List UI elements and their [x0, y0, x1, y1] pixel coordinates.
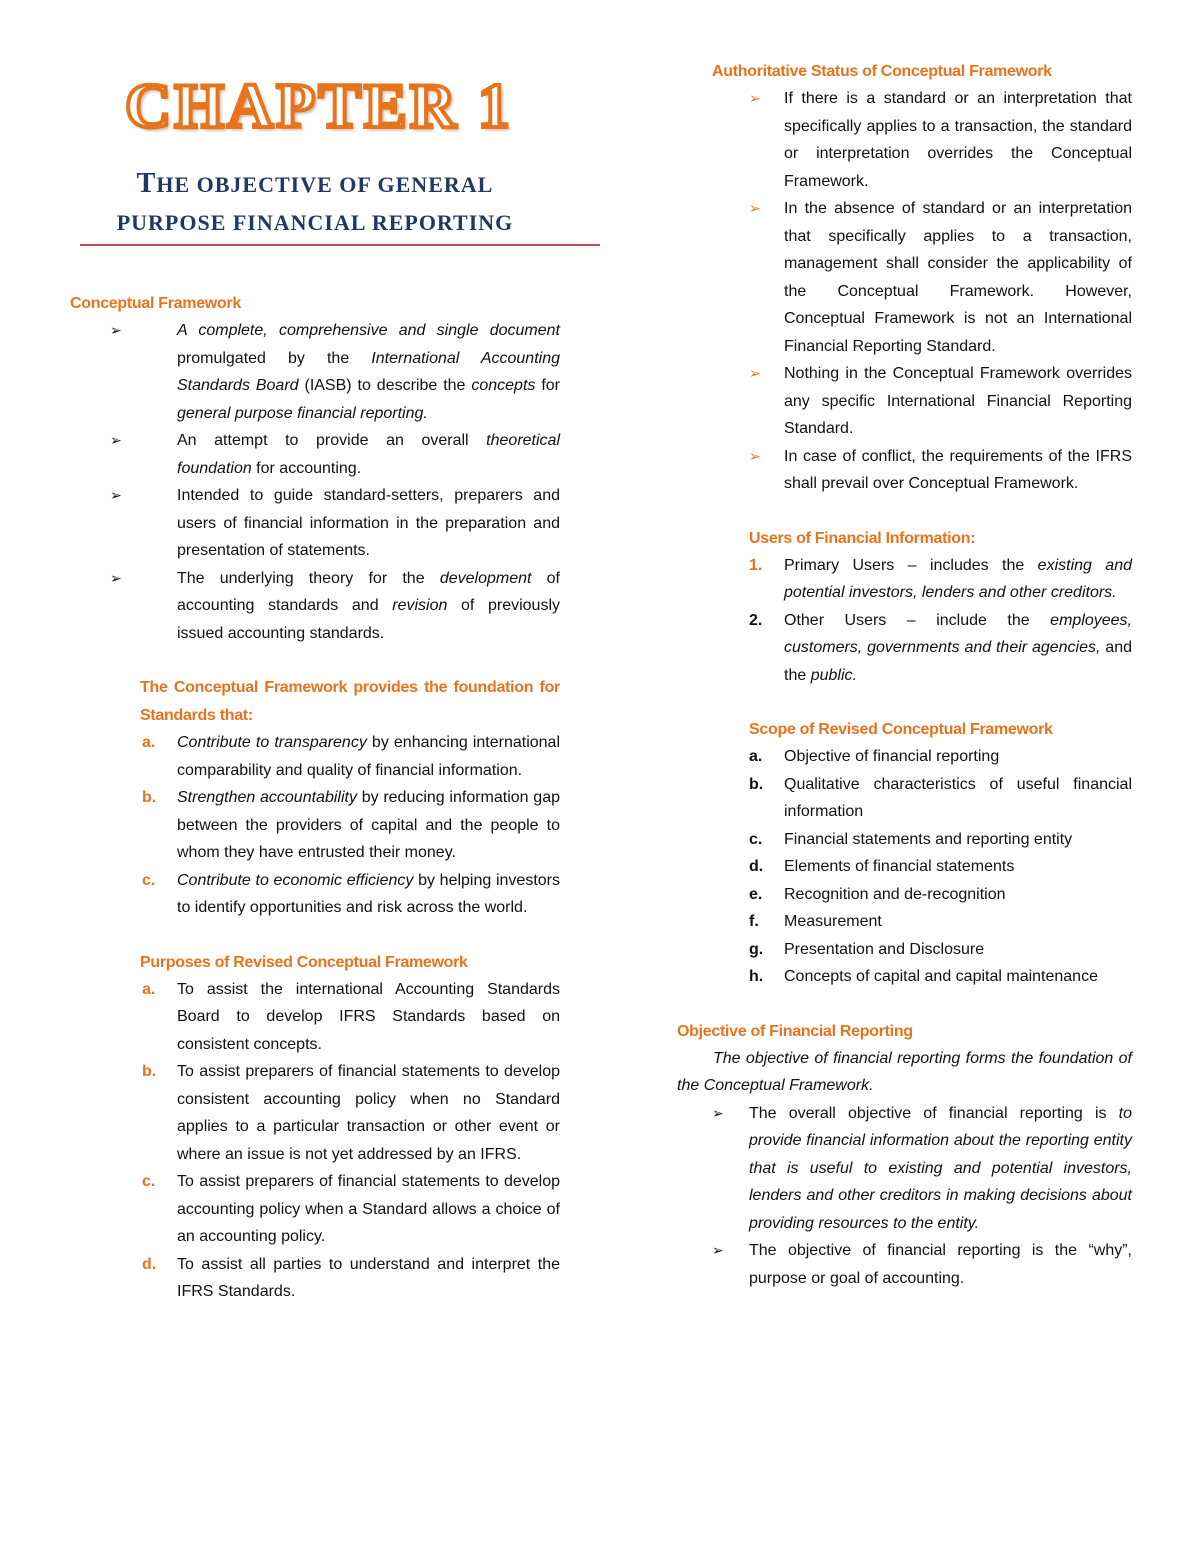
list-item: c. To assist preparers of financial statements to develop accounting policy when a Standard allows a choice of an accounting policy.: [70, 1168, 560, 1251]
list-item: ➢ An attempt to provide an overall theoretical foundation for accounting.: [70, 427, 560, 482]
list-marker: f.: [749, 913, 759, 930]
list-item: ➢ A complete, comprehensive and single document promulgated by the International Accounting Standards Board (IASB) to describe the concepts for general purpose financial reporting.: [70, 317, 560, 427]
foundation-list: [70, 729, 560, 922]
list-marker: a.: [142, 734, 156, 751]
list-item: ➢ Intended to guide standard-setters, preparers and users of financial information in the preparation and presentation of statements.: [70, 482, 560, 565]
subtitle-line1: HE OBJECTIVE OF GENERAL: [156, 172, 494, 197]
arrow-bullet-icon: ➢: [110, 322, 122, 338]
right-column: [677, 58, 1132, 1292]
arrow-bullet-icon: ➢: [749, 447, 761, 464]
list-item: ➢ The objective of financial reporting is the “why”, purpose or goal of accounting.: [677, 1237, 1132, 1292]
section-heading-authoritative: Authoritative Status of Conceptual Framework: [712, 63, 1052, 80]
list-marker: c.: [142, 1173, 156, 1190]
list-item: 1. Primary Users – includes the existing and potential investors, lenders and other creditors.: [677, 552, 1132, 607]
list-item: f. Measurement: [677, 908, 1132, 936]
arrow-bullet-icon: ➢: [712, 1104, 724, 1121]
section-heading-foundation: The Conceptual Framework provides the foundation for Standards that:: [140, 679, 560, 724]
list-marker: b.: [142, 789, 157, 806]
list-marker: a.: [142, 980, 156, 998]
list-item: d. Elements of financial statements: [677, 853, 1132, 881]
list-item: e. Recognition and de-recognition: [677, 881, 1132, 909]
authoritative-list: [677, 85, 1132, 498]
section-heading-users: Users of Financial Information:: [749, 529, 976, 547]
list-item: ➢ In case of conflict, the requirements of the IFRS shall prevail over Conceptual Framework.: [677, 443, 1132, 498]
arrow-bullet-icon: ➢: [712, 1242, 724, 1258]
arrow-bullet-icon: ➢: [110, 432, 122, 448]
list-item: a. To assist the international Accounting Standards Board to develop IFRS Standards based on consistent concepts.: [70, 976, 560, 1059]
users-list: [677, 552, 1132, 690]
section-heading-conceptual-framework: Conceptual Framework: [70, 295, 241, 312]
list-marker: 2.: [749, 611, 763, 629]
subtitle-line2: PURPOSE FINANCIAL REPORTING: [116, 210, 514, 235]
list-marker: b.: [749, 775, 764, 793]
list-marker: 1.: [749, 556, 763, 574]
list-marker: h.: [749, 968, 764, 985]
list-item: c. Financial statements and reporting entity: [677, 826, 1132, 854]
list-item: ➢ Nothing in the Conceptual Framework overrides any specific International Financial Reporting Standard.: [677, 360, 1132, 443]
list-item: ➢ The overall objective of financial reporting is to provide financial information about the reporting entity that is useful to existing and potential investors, lenders and other creditors in making decisions about providing resources to the entity.: [677, 1100, 1132, 1238]
subtitle-initial: T: [136, 168, 157, 199]
list-item: b. Qualitative characteristics of useful financial information: [677, 771, 1132, 826]
list-item: a. Contribute to transparency by enhancing international comparability and quality of financial information.: [70, 729, 560, 784]
list-item: c. Contribute to economic efficiency by helping investors to identify opportunities and risk across the world.: [70, 867, 560, 922]
list-item: ➢ In the absence of standard or an interpretation that specifically applies to a transaction, management shall consider the applicability of the Conceptual Framework. However, Conceptual Framework is not an International Financial Reporting Standard.: [677, 195, 1132, 360]
left-column: [70, 60, 560, 1306]
list-marker: e.: [749, 885, 763, 903]
list-marker: g.: [749, 940, 764, 958]
scope-list: [677, 743, 1132, 991]
arrow-bullet-icon: ➢: [749, 365, 761, 381]
list-item: 2. Other Users – include the employees, customers, governments and their agencies, and the public.: [677, 607, 1132, 690]
arrow-bullet-icon: ➢: [749, 90, 761, 106]
list-marker: c.: [142, 871, 156, 889]
section-heading-purposes: Purposes of Revised Conceptual Framework: [140, 953, 468, 971]
chapter-subtitle: [70, 168, 560, 236]
list-marker: c.: [749, 830, 763, 848]
objective-list: [677, 1100, 1132, 1293]
list-item: a. Objective of financial reporting: [677, 743, 1132, 771]
section-heading-scope: Scope of Revised Conceptual Framework: [749, 721, 1053, 738]
list-marker: d.: [142, 1255, 157, 1273]
arrow-bullet-icon: ➢: [110, 487, 122, 503]
list-item: ➢ The underlying theory for the development of accounting standards and revision of previously issued accounting standards.: [70, 565, 560, 648]
arrow-bullet-icon: ➢: [749, 200, 761, 216]
list-item: b. To assist preparers of financial statements to develop consistent accounting policy when no Standard applies to a particular transaction or other event or where an issue is not yet addressed by an IFRS.: [70, 1058, 560, 1168]
chapter-title: CHAPTER 1: [125, 70, 513, 141]
list-marker: d.: [749, 858, 764, 875]
purposes-list: [70, 976, 560, 1306]
section-heading-objective: Objective of Financial Reporting: [677, 1022, 913, 1040]
list-item: b. Strengthen accountability by reducing information gap between the providers of capital and the people to whom they have entrusted their money.: [70, 784, 560, 867]
objective-intro: The objective of financial reporting forms the foundation of the Conceptual Framework.: [677, 1049, 1132, 1094]
list-item: d. To assist all parties to understand and interpret the IFRS Standards.: [70, 1251, 560, 1306]
list-item: ➢ If there is a standard or an interpretation that specifically applies to a transaction, the standard or interpretation overrides the Conceptual Framework.: [677, 85, 1132, 195]
list-marker: b.: [142, 1063, 157, 1080]
list-item: h. Concepts of capital and capital maintenance: [677, 963, 1132, 991]
conceptual-framework-list: [70, 317, 560, 647]
list-marker: a.: [749, 748, 763, 765]
arrow-bullet-icon: ➢: [110, 569, 122, 586]
list-item: g. Presentation and Disclosure: [677, 936, 1132, 964]
